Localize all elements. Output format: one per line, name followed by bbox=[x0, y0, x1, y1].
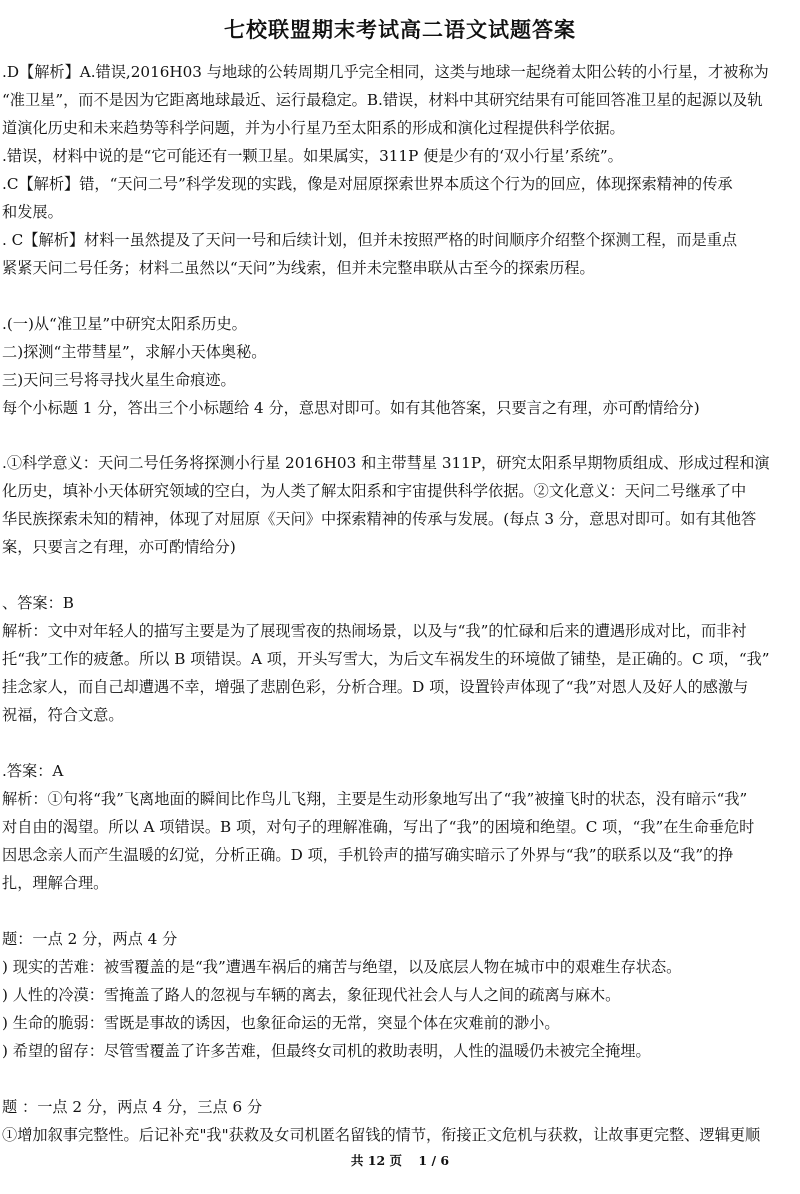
text-line: .答案：A bbox=[2, 762, 64, 780]
total-pages: 共 12 页 bbox=[350, 1153, 403, 1168]
text-line: 扎，理解合理。 bbox=[2, 874, 109, 892]
text-line: 二)探测“主带彗星”，求解小天体奥秘。 bbox=[2, 343, 267, 361]
text-line: 对自由的渴望。所以 A 项错误。B 项，对句子的理解准确，写出了“我”的困境和绝望。C 项，“我”在生命垂危时 bbox=[2, 818, 755, 836]
text-line: 紧紧天问二号任务；材料二虽然以“天问”为线索，但并未完整串联从古至今的探索历程。 bbox=[2, 259, 595, 277]
text-line: 挂念家人，而自己却遭遇不幸，增强了悲剧色彩，分析合理。D 项，设置铃声体现了“我”对恩人及好人的感激与 bbox=[2, 678, 749, 696]
text-line: 解析：①句将“我”飞离地面的瞬间比作鸟儿飞翔，主要是生动形象地写出了“我”被撞飞时的状态，没有暗示“我” bbox=[2, 790, 748, 808]
text-line: “准卫星”，而不是因为它距离地球最近、运行最稳定。B.错误，材料中其研究结果有可能回答准卫星的起源以及轨 bbox=[2, 91, 763, 109]
text-line: 解析：文中对年轻人的描写主要是为了展现雪夜的热闹场景，以及与“我”的忙碌和后来的遭遇形成对比，而非衬 bbox=[2, 622, 747, 640]
document-title: 七校联盟期末考试高二语文试题答案 bbox=[224, 17, 576, 42]
text-line: 题：一点 2 分，两点 4 分 bbox=[2, 930, 178, 948]
text-line: 三)天问三号将寻找火星生命痕迹。 bbox=[2, 371, 236, 389]
text-line: 因思念亲人而产生温暖的幻觉，分析正确。D 项，手机铃声的描写确实暗示了外界与“我”的联系以及“我”的挣 bbox=[2, 846, 734, 864]
text-line: 、答案：B bbox=[2, 594, 74, 612]
text-line: 华民族探索未知的精神，体现了对屈原《天问》中探索精神的传承与发展。(每点 3 分，意思对即可。如有其他答 bbox=[2, 510, 757, 528]
text-line: . C【解析】材料一虽然提及了天问一号和后续计划，但并未按照严格的时间顺序介绍整个探测工程，而是重点 bbox=[2, 231, 738, 249]
page-indicator: 1 / 6 bbox=[418, 1153, 450, 1168]
text-line: 祝福，符合文意。 bbox=[2, 706, 124, 724]
text-line: 和发展。 bbox=[2, 203, 63, 221]
text-line: ①增加叙事完整性。后记补充"我"获救及女司机匿名留钱的情节，衔接正文危机与获救，让故事更完整、逻辑更顺 bbox=[2, 1126, 761, 1144]
text-line: .错误，材料中说的是“它可能还有一颗卫星。如果属实，311P 便是少有的‘双小行星’系统”。 bbox=[2, 147, 623, 165]
text-line: .①科学意义：天问二号任务将探测小行星 2016H03 和主带彗星 311P，研究太阳系早期物质组成、形成过程和演 bbox=[2, 454, 770, 472]
text-line: .(一)从“准卫星”中研究太阳系历史。 bbox=[2, 315, 247, 333]
text-line: 道演化历史和未来趋势等科学问题，并为小行星乃至太阳系的形成和演化过程提供科学依据。 bbox=[2, 119, 625, 137]
text-line: 题 ：一点 2 分，两点 4 分，三点 6 分 bbox=[2, 1098, 263, 1116]
text-line: .D【解析】A.错误,2016H03 与地球的公转周期几乎完全相同，这类与地球一起绕着太阳公转的小行星，才被称为 bbox=[2, 63, 769, 81]
text-line: ) 现实的苦难：被雪覆盖的是“我”遭遇车祸后的痛苦与绝望，以及底层人物在城市中的艰难生存状态。 bbox=[2, 958, 682, 976]
text-line: ) 希望的留存：尽管雪覆盖了许多苦难，但最终女司机的救助表明，人性的温暖仍未被完全掩埋。 bbox=[2, 1042, 651, 1060]
text-line: ) 人性的冷漠：雪掩盖了路人的忽视与车辆的离去，象征现代社会人与人之间的疏离与麻木。 bbox=[2, 986, 621, 1004]
text-line: 案，只要言之有理，亦可酌情给分) bbox=[2, 538, 236, 556]
text-line: 托“我”工作的疲惫。所以 B 项错误。A 项，开头写雪大，为后文车祸发生的环境做了铺垫，是正确的。C 项，“我” bbox=[2, 650, 770, 668]
text-line: 化历史，填补小天体研究领域的空白，为人类了解太阳系和宇宙提供科学依据。②文化意义：天问二号继承了中 bbox=[2, 482, 747, 500]
text-line: .C【解析】错，“天问二号”科学发现的实践，像是对屈原探索世界本质这个行为的回应，体现探索精神的传承 bbox=[2, 175, 733, 193]
page-footer bbox=[0, 1151, 800, 1169]
text-line: ) 生命的脆弱：雪既是事故的诱因，也象征命运的无常，突显个体在灾难前的渺小。 bbox=[2, 1014, 560, 1032]
text-line: 每个小标题 1 分，答出三个小标题给 4 分，意思对即可。如有其他答案，只要言之有理，亦可酌情给分) bbox=[2, 399, 700, 417]
